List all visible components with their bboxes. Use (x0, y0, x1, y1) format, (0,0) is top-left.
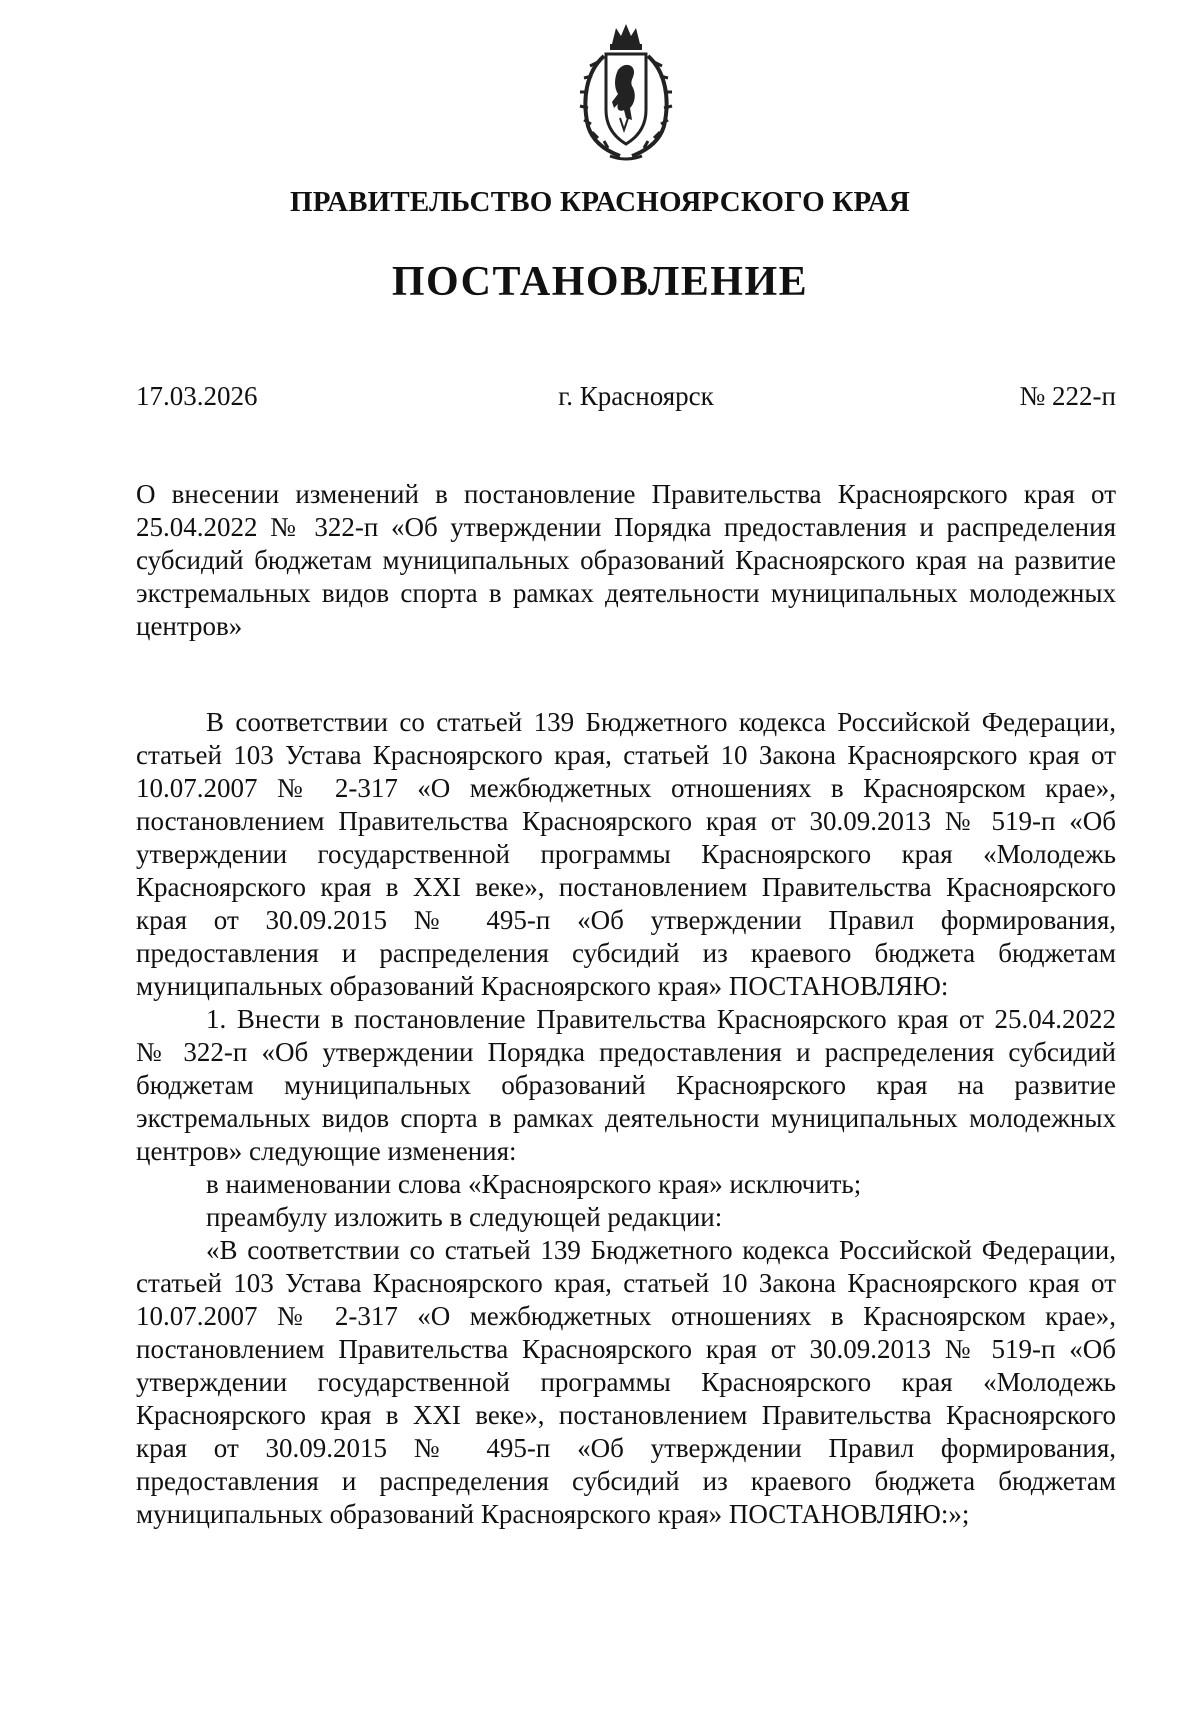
new-preamble-paragraph: «В соответствии со статьей 139 Бюджетного кодекса Российской Федерации, статьей 103 Устава Красноярского края, статьей 10 Закона Красноярского края от 10.07.2007 № 2-317 «О межбюджетных отношениях в Красноярском крае», постановлением Правительства Красноярского края от 30.09.2013 № 519-п «Об утверждении государственной программы Красноярского края «Молодежь Красноярского края в XXI веке», постановлением Правительства Красноярского края от 30.09.2015 № 495-п «Об утверждении Правил формирования, предоставления и распределения субсидий из краевого бюджета бюджетам муниципальных образований Красноярского края» ПОСТАНОВЛЯЮ:»; (136, 1235, 1116, 1529)
document-subject: О внесении изменений в постановление Правительства Красноярского края от 25.04.2022 № 322-п «Об утверждении Порядка предоставления и распределения субсидий бюджетам муниципальных образований Красноярского края на развитие экстремальных видов спорта в рамках деятельности муниципальных молодежных центров» (136, 479, 1116, 641)
document-meta-row (136, 381, 1116, 417)
item-1-paragraph: 1. Внести в постановление Правительства Красноярского края от 25.04.2022 № 322-п «Об утверждении Порядка предоставления и распределения субсидий бюджетам муниципальных образований Красноярского края на развитие экстремальных видов спорта в рамках деятельности муниципальных молодежных центров» следующие изменения: (136, 1004, 1116, 1166)
document-city: г. Красноярск (558, 381, 714, 411)
change-2-paragraph: преамбулу изложить в следующей редакции: (206, 1202, 723, 1232)
coat-of-arms-icon (574, 22, 678, 164)
change-1-paragraph: в наименовании слова «Красноярского края» исключить; (206, 1169, 862, 1199)
document-number: № 222-п (1019, 381, 1116, 411)
document-type-title: ПОСТАНОВЛЕНИЕ (391, 259, 809, 305)
government-name: ПРАВИТЕЛЬСТВО КРАСНОЯРСКОГО КРАЯ (289, 186, 911, 218)
document-date: 17.03.2026 (136, 381, 258, 411)
document-body (136, 706, 1116, 1531)
preamble-paragraph: В соответствии со статьей 139 Бюджетного кодекса Российской Федерации, статьей 103 Устава Красноярского края, статьей 10 Закона Красноярского края от 10.07.2007 № 2-317 «О межбюджетных отношениях в Красноярском крае», постановлением Правительства Красноярского края от 30.09.2013 № 519-п «Об утверждении государственной программы Красноярского края «Молодежь Красноярского края в XXI веке», постановлением Правительства Красноярского края от 30.09.2015 № 495-п «Об утверждении Правил формирования, предоставления и распределения субсидий из краевого бюджета бюджетам муниципальных образований Красноярского края» ПОСТАНОВЛЯЮ: (136, 707, 1116, 1001)
